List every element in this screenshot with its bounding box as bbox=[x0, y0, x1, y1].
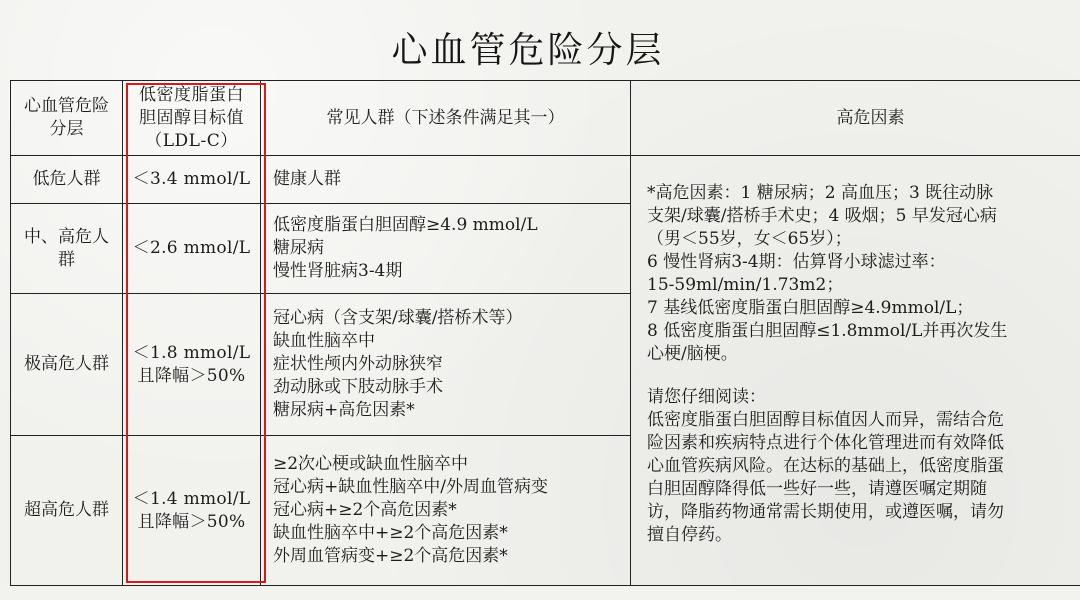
spacer bbox=[647, 366, 1080, 386]
header-population: 常见人群（下述条件满足其一） bbox=[261, 81, 631, 156]
risk-level-text: 中、高危人 bbox=[17, 226, 116, 249]
risk-factor-line: 7 基线低密度脂蛋白胆固醇≥4.9mmol/L； bbox=[647, 297, 1080, 320]
risk-factor-line: 6 慢性肾病3-4期：估算肾小球滤过率： bbox=[647, 251, 1080, 274]
risk-level-cell bbox=[11, 436, 123, 586]
risk-level-text: 极高危人群 bbox=[17, 353, 116, 376]
risk-factor-line: （男＜55岁，女＜65岁）； bbox=[647, 228, 1080, 251]
risk-level-text: 低危人群 bbox=[17, 168, 116, 191]
header-risk-level-line: 心血管危险 bbox=[17, 95, 116, 118]
risk-level-text: 超高危人群 bbox=[17, 499, 116, 522]
page-title: 心血管危险分层 bbox=[0, 22, 1056, 73]
risk-level-cell bbox=[11, 156, 123, 204]
population-item: 症状性颅内外动脉狭窄 bbox=[273, 353, 630, 376]
population-item: 劲动脉或下肢动脉手术 bbox=[273, 376, 630, 399]
population-item: 低密度脂蛋白胆固醇≥4.9 mmol/L bbox=[273, 214, 630, 237]
reading-note-line: 险因素和疾病特点进行个体化管理进而有效降低 bbox=[647, 432, 1080, 455]
ldl-target-cell bbox=[123, 294, 261, 436]
population-item: 冠心病（含支架/球囊/搭桥术等） bbox=[273, 307, 630, 330]
risk-factor-line: 心梗/脑梗。 bbox=[647, 343, 1080, 366]
population-item: 缺血性脑卒中+≥2个高危因素* bbox=[273, 522, 630, 545]
reading-note-line: 擅自停药。 bbox=[647, 524, 1080, 547]
risk-factor-line: 15-59ml/min/1.73m2； bbox=[647, 274, 1080, 297]
ldl-target-text: ＜3.4 mmol/L bbox=[123, 168, 260, 191]
risk-factor-line: 支架/球囊/搭桥手术史；4 吸烟；5 早发冠心病 bbox=[647, 205, 1080, 228]
reading-note-line: 心血管疾病风险。在达标的基础上，低密度脂蛋 bbox=[647, 455, 1080, 478]
population-item: 冠心病+≥2个高危因素* bbox=[273, 499, 630, 522]
table-row bbox=[11, 156, 1080, 204]
population-cell bbox=[261, 294, 631, 436]
risk-level-text: 群 bbox=[17, 249, 116, 272]
population-item: 糖尿病+高危因素* bbox=[273, 399, 630, 422]
risk-factors-cell bbox=[631, 156, 1080, 586]
population-item: 冠心病+缺血性脑卒中/外周血管病变 bbox=[273, 476, 630, 499]
population-cell bbox=[261, 156, 631, 204]
ldl-target-text: ＜1.4 mmol/L bbox=[123, 488, 260, 511]
risk-factor-line: 8 低密度脂蛋白胆固醇≤1.8mmol/L并再次发生 bbox=[647, 320, 1080, 343]
header-risk-level-line: 分层 bbox=[17, 118, 116, 141]
reading-note-line: 低密度脂蛋白胆固醇目标值因人而异，需结合危 bbox=[647, 409, 1080, 432]
population-item: 健康人群 bbox=[273, 168, 630, 191]
reading-note-line: 白胆固醇降得低一些好一些，请遵医嘱定期随 bbox=[647, 478, 1080, 501]
population-item: 缺血性脑卒中 bbox=[273, 330, 630, 353]
ldl-target-text: 且降幅＞50% bbox=[123, 365, 260, 388]
risk-stratification-table bbox=[10, 80, 1080, 586]
header-risk-factors: 高危因素 bbox=[631, 81, 1080, 156]
population-item: 慢性肾脏病3-4期 bbox=[273, 260, 630, 283]
ldl-target-text: ＜1.8 mmol/L bbox=[123, 342, 260, 365]
reading-note-line: 访，降脂药物通常需长期使用，或遵医嘱，请勿 bbox=[647, 501, 1080, 524]
header-ldl-line: 低密度脂蛋白 bbox=[125, 84, 258, 107]
population-cell bbox=[261, 436, 631, 586]
risk-stratification-table-wrap bbox=[10, 80, 1080, 600]
header-ldl-line: （LDL-C） bbox=[125, 130, 258, 153]
ldl-target-cell bbox=[123, 436, 261, 586]
population-item: 外周血管病变+≥2个高危因素* bbox=[273, 545, 630, 568]
header-risk-level bbox=[11, 81, 123, 156]
ldl-target-text: 且降幅＞50% bbox=[123, 511, 260, 534]
population-cell bbox=[261, 204, 631, 294]
header-ldl-target bbox=[123, 81, 261, 156]
ldl-target-cell bbox=[123, 156, 261, 204]
population-item: 糖尿病 bbox=[273, 237, 630, 260]
header-ldl-line: 胆固醇目标值 bbox=[125, 107, 258, 130]
ldl-target-text: ＜2.6 mmol/L bbox=[123, 237, 260, 260]
ldl-target-cell bbox=[123, 204, 261, 294]
population-item: ≥2次心梗或缺血性脑卒中 bbox=[273, 453, 630, 476]
risk-factor-line: *高危因素：1 糖尿病；2 高血压；3 既往动脉 bbox=[647, 182, 1080, 205]
risk-level-cell bbox=[11, 294, 123, 436]
risk-level-cell bbox=[11, 204, 123, 294]
table-header-row bbox=[11, 81, 1080, 156]
reading-note-title: 请您仔细阅读： bbox=[647, 386, 1080, 409]
